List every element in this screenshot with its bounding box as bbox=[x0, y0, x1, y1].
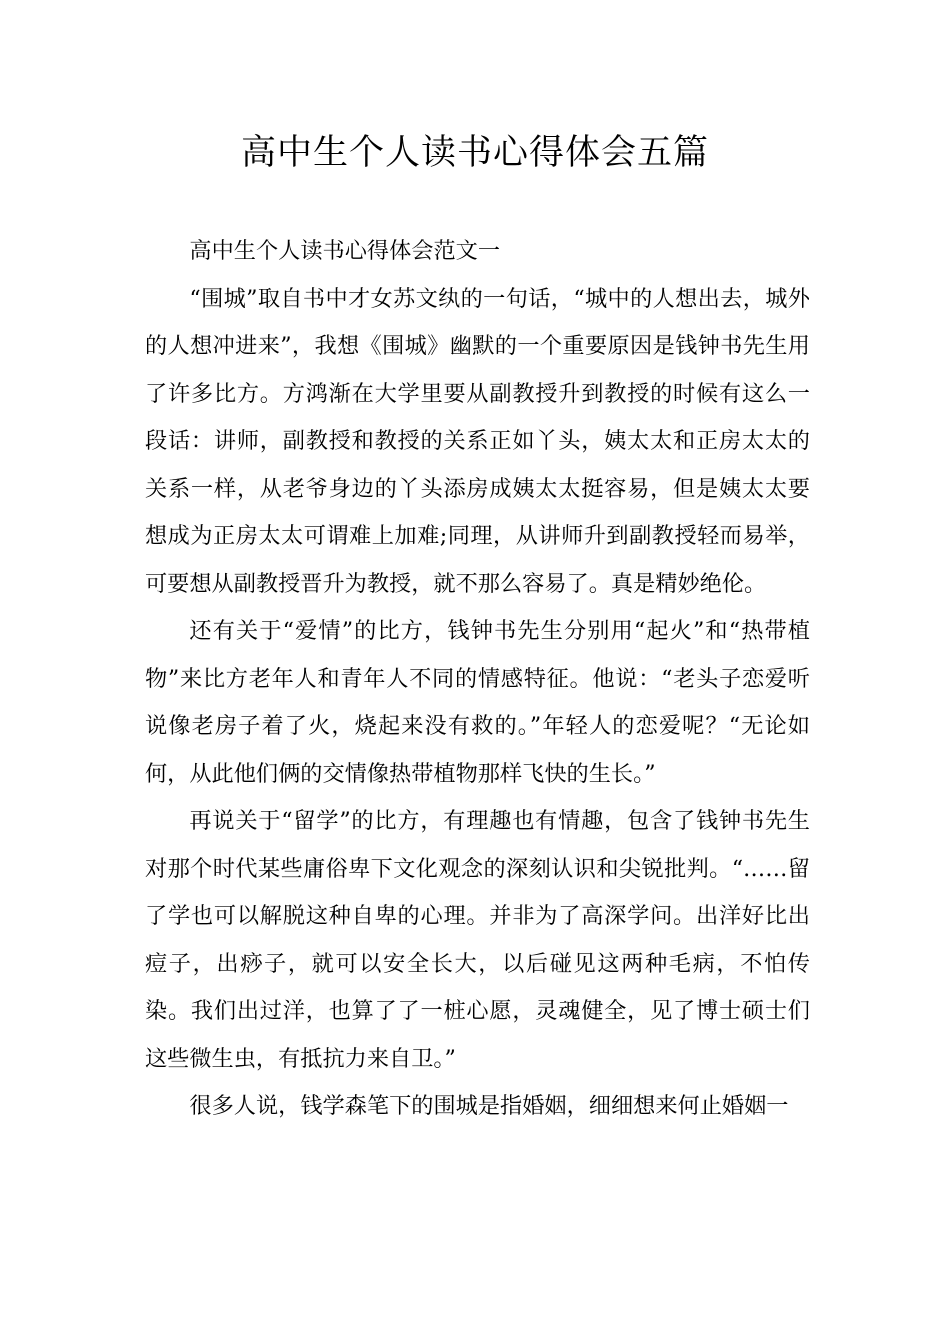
section-heading: 高中生个人读书心得体会范文一 bbox=[189, 238, 501, 264]
paragraph-marriage: 很多人说，钱学森笔下的围城是指婚姻，细细想来何止婚姻一 bbox=[189, 1093, 789, 1119]
paragraph-study-abroad-metaphor: 再说关于“留学”的比方，有理趣也有情趣，包含了钱钟书先生对那个时代某些庸俗卑下文化观念的深刻认识和尖锐批判。“……留了学也可以解脱这种自卑的心理。并非为了高深学问。出洋好比出痘子，出痧子，就可以安全长大，以后碰见这两种毛病，不怕传染。我们出过洋，也算了了一桩心愿，灵魂健全，见了博士硕士们这些微生虫，有抵抗力来自卫。” bbox=[145, 808, 810, 1072]
paragraph-weicheng-metaphor: “围城”取自书中才女苏文纨的一句话，“城中的人想出去，城外的人想冲进来”，我想《围城》幽默的一个重要原因是钱钟书先生用了许多比方。方鸿渐在大学里要从副教授升到教授的时候有这么一段话：讲师，副教授和教授的关系正如丫头，姨太太和正房太太的关系一样，从老爷身边的丫头添房成姨太太挺容易，但是姨太太要想成为正房太太可谓难上加难;同理，从讲师升到副教授轻而易举，可要想从副教授晋升为教授，就不那么容易了。真是精妙绝伦。 bbox=[145, 285, 810, 597]
document-body bbox=[145, 228, 810, 1131]
paragraph-love-metaphor: 还有关于“爱情”的比方，钱钟书先生分别用“起火”和“热带植物”来比方老年人和青年人不同的情感特征。他说：“老头子恋爱听说像老房子着了火，烧起来没有救的。”年轻人的恋爱呢？“无论如何，从此他们俩的交情像热带植物那样飞快的生长。” bbox=[145, 618, 810, 787]
document-title: 高中生个人读书心得体会五篇 bbox=[240, 133, 709, 173]
